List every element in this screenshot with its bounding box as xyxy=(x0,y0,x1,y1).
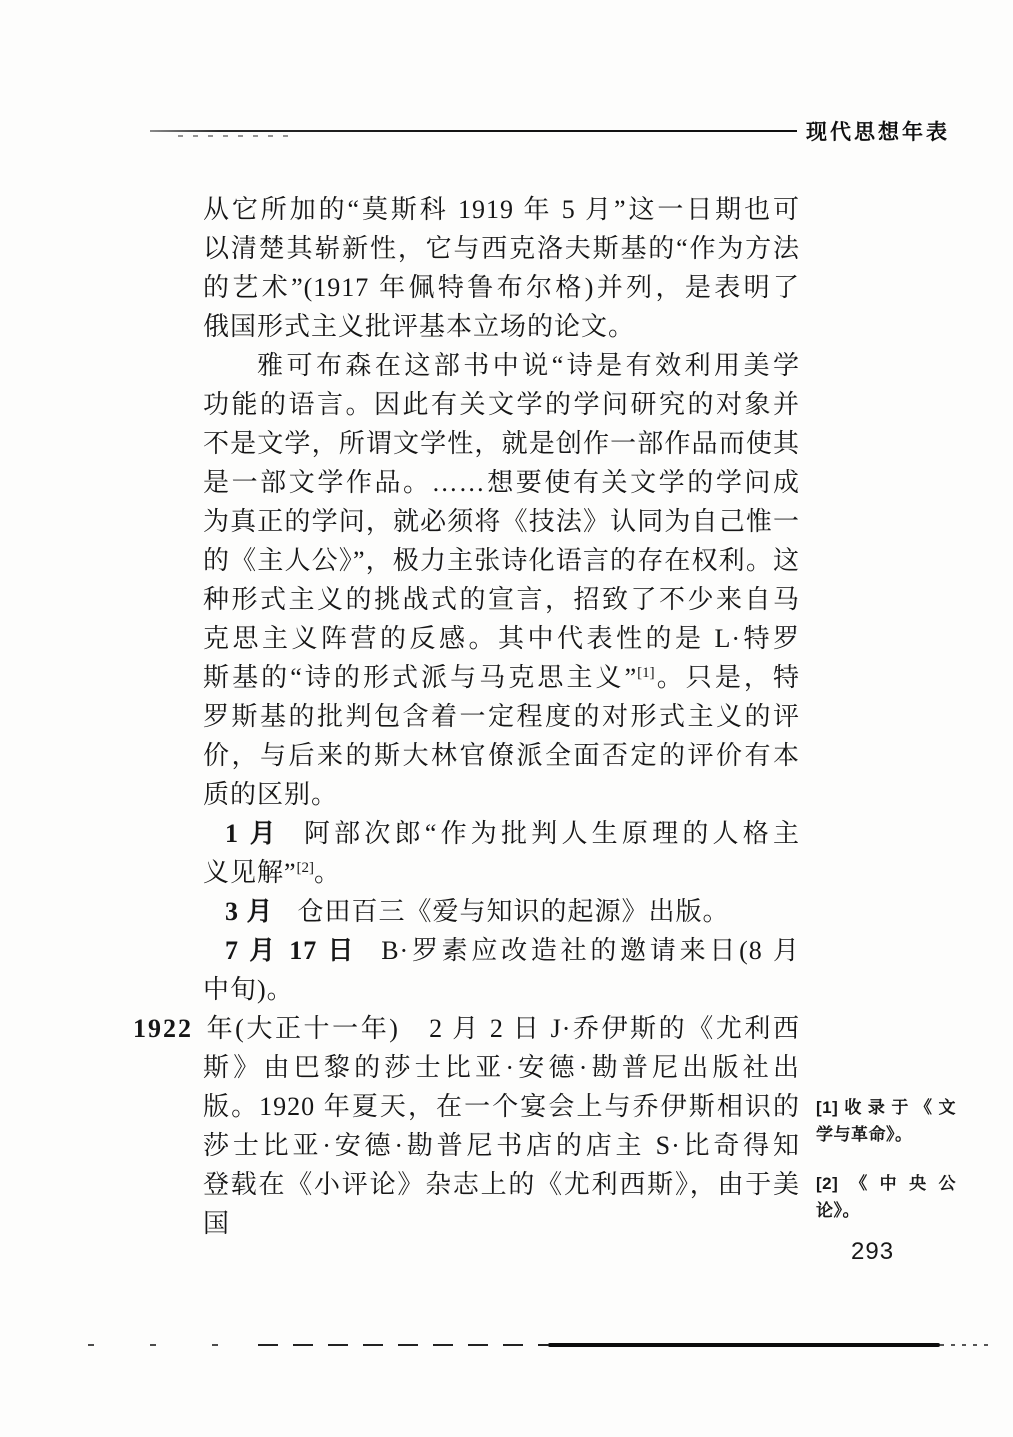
text-line: 的《主人公》”，极力主张诗化语言的存在权利。这 xyxy=(203,546,800,575)
text-line: 为真正的学问，就必须将《技法》认同为自己惟一 xyxy=(203,507,800,536)
footer-rule xyxy=(940,1344,995,1346)
entry-date: 1 月 xyxy=(225,819,280,848)
footnote-line: 论》。 xyxy=(816,1201,860,1220)
text-line: 克思主义阵营的反感。其中代表性的是 L·特罗 xyxy=(203,624,800,653)
page-number: 293 xyxy=(851,1238,895,1265)
text-line: 功能的语言。因此有关文学的学问研究的对象并 xyxy=(203,390,800,419)
text-line: 不是文学，所谓文学性，就是创作一部作品而使其 xyxy=(203,429,800,458)
footnote-1 xyxy=(816,1094,956,1148)
footnote-line: [2]《中央公 xyxy=(816,1174,956,1193)
text-line: 罗斯基的批判包含着一定程度的对形式主义的评 xyxy=(203,702,800,731)
footer-rule xyxy=(88,1344,258,1346)
text-line: 中旬)。 xyxy=(203,975,294,1004)
text-line: 7 月 17 日 B·罗素应改造社的邀请来日(8 月 xyxy=(225,936,800,965)
text-line: 登载在《小评论》杂志上的《尤利西斯》，由于美国 xyxy=(203,1170,800,1238)
footer-rule xyxy=(258,1344,548,1346)
footnote-ref-1: [1] xyxy=(637,665,655,681)
text-line: 俄国形式主义批评基本立场的论文。 xyxy=(203,312,636,341)
entry-date: 3 月 xyxy=(225,897,274,926)
text-line: 斯基的“诗的形式派与马克思主义”[1]。只是，特 xyxy=(203,663,800,692)
text-line: 质的区别。 xyxy=(203,780,339,809)
footnote-2 xyxy=(816,1170,956,1224)
body-text-block xyxy=(133,190,800,1238)
entry-year: 1922 xyxy=(133,1014,193,1043)
header-rule xyxy=(150,130,797,132)
text-line: 种形式主义的挑战式的宣言，招致了不少来自马 xyxy=(203,585,800,614)
entry-date: 7 月 17 日 xyxy=(225,936,358,965)
text-line: 价，与后来的斯大林官僚派全面否定的评价有本 xyxy=(203,741,800,770)
scan-noise xyxy=(178,135,288,137)
text-line: 1922 年(大正十一年) 2 月 2 日 J·乔伊斯的《尤利西 xyxy=(133,1014,800,1043)
text-line: 斯》由巴黎的莎士比亚·安德·勘普尼出版社出 xyxy=(203,1053,800,1082)
text-line: 雅可布森在这部书中说“诗是有效利用美学 xyxy=(257,351,800,380)
text-line: 从它所加的“莫斯科 1919 年 5 月”这一日期也可 xyxy=(203,195,800,224)
text-line: 义见解”[2]。 xyxy=(203,858,342,887)
text-line: 以清楚其崭新性，它与西克洛夫斯基的“作为方法 xyxy=(203,234,800,263)
text-line: 的艺术”(1917 年佩特鲁布尔格)并列，是表明了 xyxy=(203,273,800,302)
text-line: 3 月 仓田百三《爱与知识的起源》出版。 xyxy=(225,897,730,926)
text-line: 是一部文学作品。……想要使有关文学的学问成 xyxy=(203,468,800,497)
text-line: 版。1920 年夏天，在一个宴会上与乔伊斯相识的 xyxy=(203,1092,800,1121)
footnote-ref-2: [2] xyxy=(296,860,315,876)
running-head: 现代思想年表 xyxy=(806,121,950,144)
footnote-line: 学与革命》。 xyxy=(816,1125,913,1144)
footnote-line: [1]收录于《文 xyxy=(816,1098,956,1117)
footer-rule xyxy=(548,1343,940,1347)
text-line: 1 月 阿部次郎“作为批判人生原理的人格主 xyxy=(225,819,800,848)
text-line: 莎士比亚·安德·勘普尼书店的店主 S·比奇得知 xyxy=(203,1131,800,1160)
